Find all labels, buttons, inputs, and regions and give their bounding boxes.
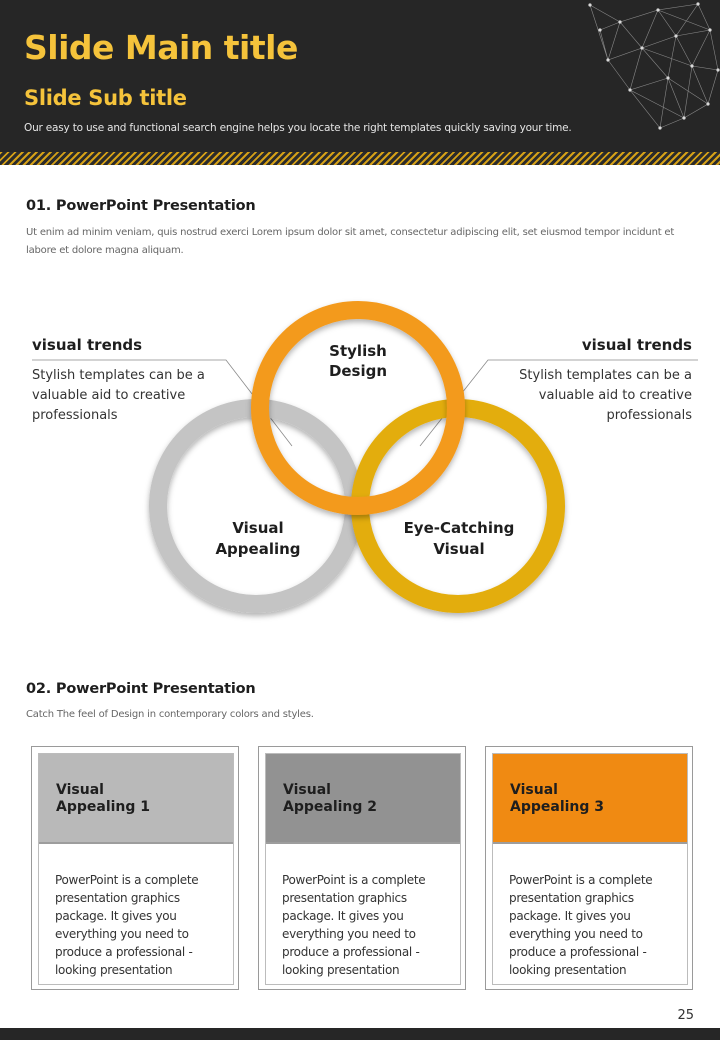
card-1-header [39, 754, 233, 844]
slide-main-title: Slide Main title [24, 28, 298, 67]
network-graphic [580, 0, 720, 130]
footer-bar [0, 1028, 720, 1040]
left-trend-title: visual trends [32, 336, 143, 354]
section2-title: 02. PowerPoint Presentation [26, 681, 256, 697]
card-3 [485, 746, 693, 990]
venn-label-right-2: Visual [433, 540, 485, 558]
section2-description: Catch The feel of Design in contemporary colors and styles. [26, 709, 314, 720]
card-2-frame [265, 753, 461, 985]
right-trend-text: Stylish templates can be a valuable aid to creative professionals [519, 368, 692, 423]
venn-label-left-1: Visual [232, 519, 284, 537]
section1-description: Ut enim ad minim veniam, quis nostrud exerci Lorem ipsum dolor sit amet, consectetur adipiscing elit, set eiusmod tempor incidunt et labore et dolore magna aliquam. [26, 227, 675, 256]
header-description: Our easy to use and functional search engine helps you locate the right templates quickly saving your time. [24, 122, 572, 134]
venn-label-right-1: Eye-Catching [403, 519, 515, 537]
card-2 [258, 746, 466, 990]
venn-diagram [0, 280, 720, 640]
left-trend-text: Stylish templates can be a valuable aid to creative professionals [32, 368, 205, 423]
venn-label-top-1: Stylish [329, 342, 387, 360]
slide-sub-title: Slide Sub title [24, 86, 187, 110]
right-trend-title: visual trends [581, 336, 692, 354]
venn-label-top-2: Design [328, 362, 388, 380]
card-2-header [266, 754, 460, 844]
card-1-frame [38, 753, 234, 985]
page-number: 25 [677, 1008, 694, 1023]
header-banner [0, 0, 720, 152]
card-1-text: PowerPoint is a complete presentation graphics package. It gives you everything you need to produce a professional - looking presentation [55, 873, 199, 977]
card-3-text: PowerPoint is a complete presentation graphics package. It gives you everything you need to produce a professional - looking presentation [509, 873, 653, 977]
section1-title: 01. PowerPoint Presentation [26, 198, 256, 214]
card-3-header [493, 754, 687, 844]
venn-label-left-2: Appealing [215, 540, 301, 558]
card-1 [31, 746, 239, 990]
card-3-frame [492, 753, 688, 985]
card-2-title: Visual Appealing 2 [283, 782, 378, 815]
card-3-title: Visual Appealing 3 [510, 782, 605, 815]
card-2-text: PowerPoint is a complete presentation graphics package. It gives you everything you need to produce a professional - looking presentation [282, 873, 426, 977]
card-1-title: Visual Appealing 1 [56, 782, 151, 815]
hatch-divider [0, 152, 720, 165]
